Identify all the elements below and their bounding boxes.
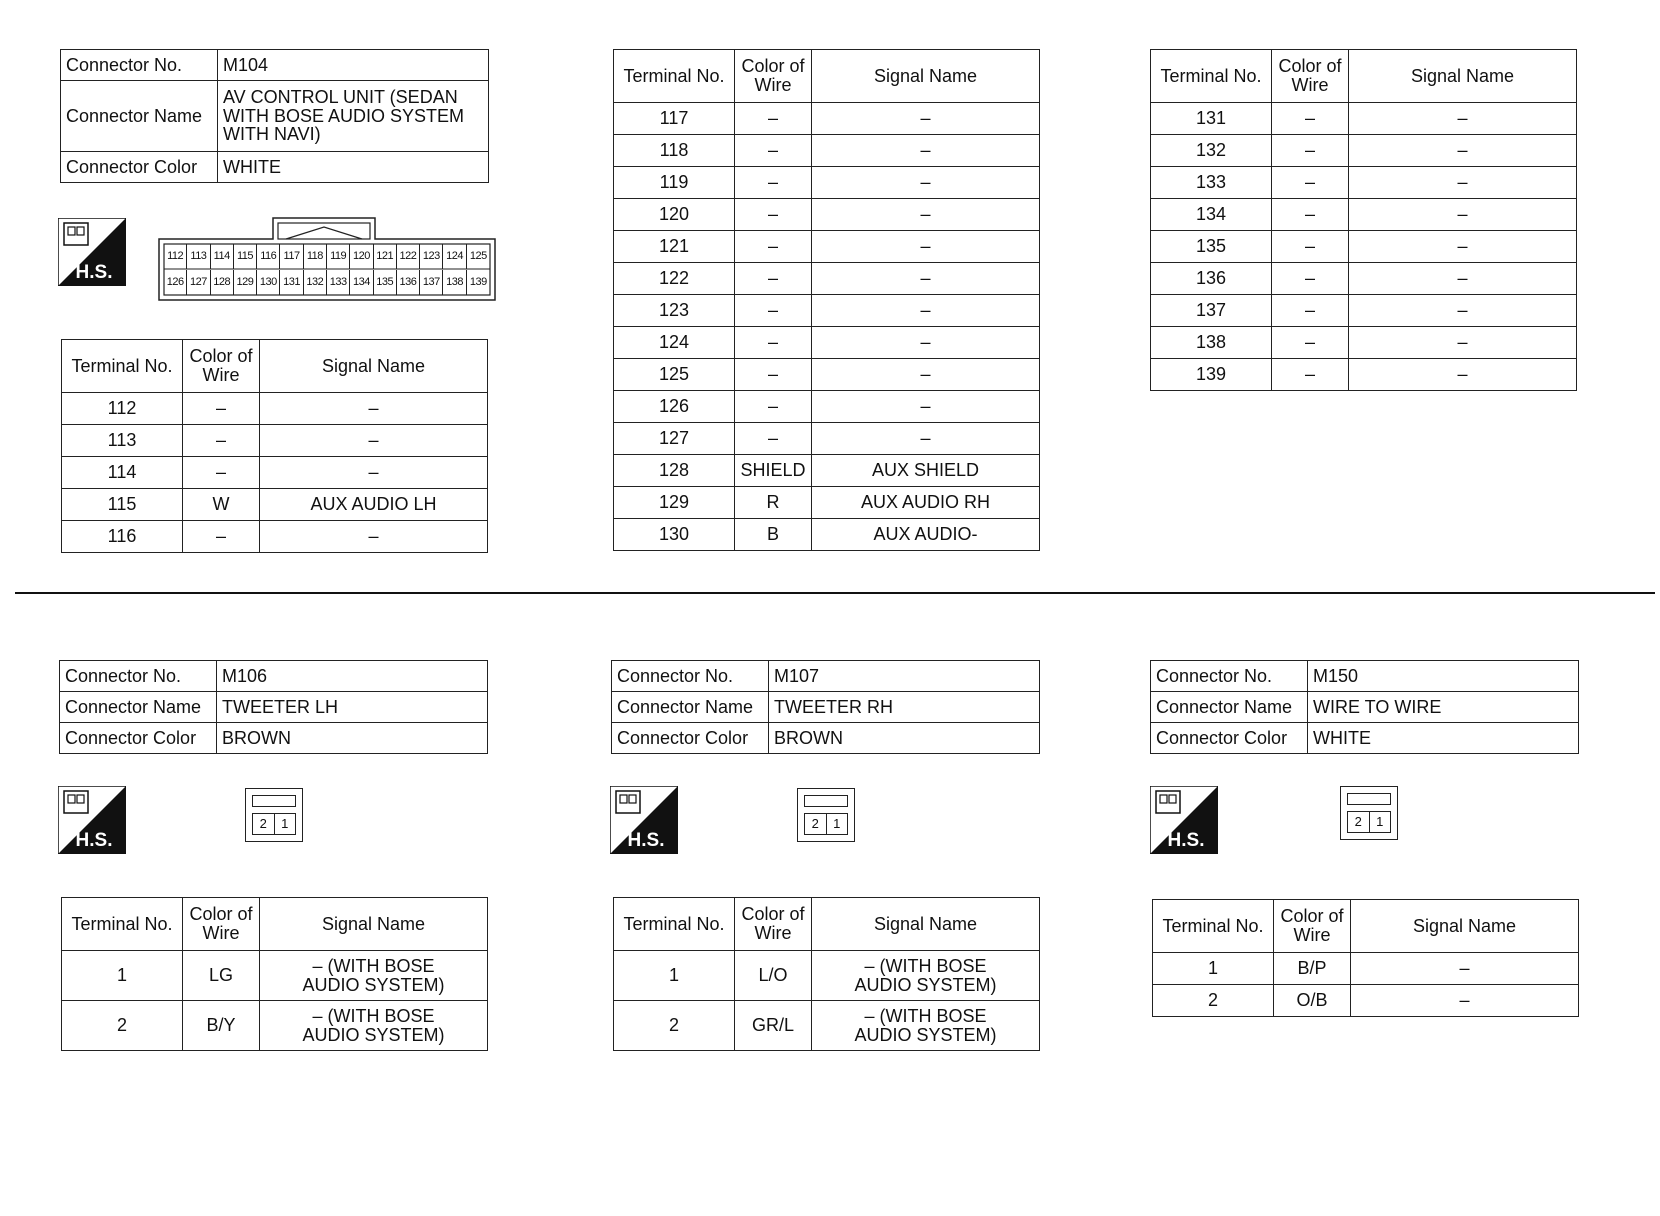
signal-cell: – [1349, 135, 1577, 167]
color-cell: B [735, 519, 812, 551]
m107-connector-face [797, 788, 855, 842]
signal-line: – (WITH BOSE [864, 1005, 987, 1026]
color-cell: L/O [735, 951, 812, 1001]
color-cell: – [183, 457, 260, 489]
connector-no-value: M106 [217, 661, 488, 692]
table-header-row [614, 50, 1040, 103]
table-row [61, 50, 489, 81]
signal-cell: – [260, 521, 488, 553]
header-line: Color of [189, 346, 253, 367]
pin-cell: 127 [187, 270, 210, 295]
table-row [614, 103, 1040, 135]
signal-line: AUDIO SYSTEM) [302, 974, 445, 995]
color-cell: – [1272, 103, 1349, 135]
pin-cell: 136 [397, 270, 420, 295]
terminal-no-header: Terminal No. [614, 898, 735, 951]
pin-cell: 139 [469, 276, 487, 288]
table-row [614, 951, 1040, 1001]
terminal-no-cell: 134 [1151, 199, 1272, 231]
header-line: Color of [741, 56, 805, 77]
color-cell: – [735, 135, 812, 167]
color-of-wire-header [1274, 900, 1351, 953]
signal-name-header: Signal Name [260, 898, 488, 951]
table-row [614, 391, 1040, 423]
m104-connector-face [158, 217, 496, 301]
terminal-no-cell: 121 [614, 231, 735, 263]
m104-terminal-table-3 [1150, 49, 1577, 391]
harness-side-icon [1150, 786, 1218, 854]
signal-cell: – [1349, 103, 1577, 135]
color-cell: – [183, 425, 260, 457]
section-divider [15, 592, 1655, 594]
terminal-no-header: Terminal No. [614, 50, 735, 103]
table-row [1151, 135, 1577, 167]
signal-line: AUDIO SYSTEM) [302, 1024, 445, 1045]
table-row [612, 692, 1040, 723]
pin-cell: 132 [304, 270, 327, 295]
svg-text:H.S.: H.S. [627, 830, 665, 851]
terminal-no-cell: 120 [614, 199, 735, 231]
color-of-wire-header [735, 50, 812, 103]
harness-side-icon-graphic [58, 218, 126, 286]
signal-cell: – [812, 231, 1040, 263]
terminal-no-cell: 130 [614, 519, 735, 551]
color-cell: – [1272, 295, 1349, 327]
signal-cell: – [1349, 167, 1577, 199]
table-row [614, 231, 1040, 263]
signal-cell: AUX AUDIO RH [812, 487, 1040, 519]
pin-cell: 122 [397, 244, 420, 269]
terminal-no-cell: 114 [62, 457, 183, 489]
terminal-no-cell: 132 [1151, 135, 1272, 167]
color-cell: – [735, 263, 812, 295]
terminal-no-cell: 126 [614, 391, 735, 423]
connector-name-line: WITH NAVI) [223, 124, 321, 145]
pin-cell: 128 [211, 270, 234, 295]
signal-cell: – [1349, 231, 1577, 263]
signal-cell: – [1349, 263, 1577, 295]
table-row [614, 135, 1040, 167]
pin-cell: 124 [443, 244, 466, 269]
table-row [1151, 661, 1579, 692]
table-row [1153, 953, 1579, 985]
header-line: Wire [202, 923, 240, 943]
table-row [1151, 231, 1577, 263]
terminal-no-cell: 131 [1151, 103, 1272, 135]
connector-name-label: Connector Name [1151, 692, 1308, 723]
color-cell: – [183, 393, 260, 425]
table-row [1151, 103, 1577, 135]
header-line: Wire [202, 365, 240, 385]
harness-side-icon-graphic [610, 786, 678, 854]
terminal-no-cell: 122 [614, 263, 735, 295]
color-cell: O/B [1274, 985, 1351, 1017]
table-row [60, 692, 488, 723]
pin-cell: 125 [469, 250, 487, 262]
signal-line: – (WITH BOSE [312, 955, 435, 976]
terminal-no-cell: 133 [1151, 167, 1272, 199]
terminal-no-cell: 124 [614, 327, 735, 359]
table-row [62, 425, 488, 457]
table-row [62, 521, 488, 553]
signal-name-header: Signal Name [1351, 900, 1579, 953]
terminal-no-cell: 1 [614, 951, 735, 1001]
table-header-row [62, 898, 488, 951]
signal-cell: – [812, 263, 1040, 295]
signal-cell: – [1349, 295, 1577, 327]
signal-name-header: Signal Name [812, 898, 1040, 951]
color-cell: – [735, 199, 812, 231]
table-row [61, 81, 489, 152]
table-row [60, 723, 488, 754]
color-cell: – [735, 295, 812, 327]
terminal-no-header: Terminal No. [62, 340, 183, 393]
signal-cell: AUX AUDIO LH [260, 489, 488, 521]
pin-cell: 116 [257, 244, 280, 269]
table-row [60, 661, 488, 692]
terminal-no-cell: 1 [62, 951, 183, 1001]
color-of-wire-header [183, 340, 260, 393]
color-cell: W [183, 489, 260, 521]
color-cell: B/P [1274, 953, 1351, 985]
terminal-no-cell: 135 [1151, 231, 1272, 263]
table-row [62, 951, 488, 1001]
signal-cell: – [1351, 953, 1579, 985]
connector-name-label: Connector Name [612, 692, 769, 723]
color-cell: – [735, 167, 812, 199]
signal-line: AUDIO SYSTEM) [854, 974, 997, 995]
color-cell: SHIELD [735, 455, 812, 487]
table-row [1151, 359, 1577, 391]
header-line: Wire [754, 75, 792, 95]
terminal-no-header: Terminal No. [1151, 50, 1272, 103]
color-cell: – [735, 103, 812, 135]
color-cell: – [1272, 135, 1349, 167]
table-row [62, 1001, 488, 1051]
terminal-no-cell: 123 [614, 295, 735, 327]
table-row [614, 295, 1040, 327]
terminal-no-cell: 118 [614, 135, 735, 167]
signal-cell: – [812, 199, 1040, 231]
color-cell: – [1272, 199, 1349, 231]
signal-line: AUDIO SYSTEM) [854, 1024, 997, 1045]
pin-row [252, 813, 296, 835]
signal-line: – (WITH BOSE [864, 955, 987, 976]
m104-info-table [60, 49, 489, 183]
color-cell: – [1272, 263, 1349, 295]
pin-cell: 134 [350, 270, 373, 295]
header-line: Wire [1293, 925, 1331, 945]
connector-color-value: BROWN [217, 723, 488, 754]
pin-cell: 117 [280, 244, 303, 269]
table-row [614, 263, 1040, 295]
terminal-no-cell: 2 [614, 1001, 735, 1051]
color-cell: – [183, 521, 260, 553]
terminal-no-cell: 139 [1151, 359, 1272, 391]
table-row [62, 393, 488, 425]
terminal-no-cell: 116 [62, 521, 183, 553]
connector-color-label: Connector Color [61, 152, 218, 183]
pin-cell: 138 [443, 270, 466, 295]
pin-cell: 137 [420, 270, 443, 295]
table-row [61, 152, 489, 183]
signal-cell: – [1349, 327, 1577, 359]
harness-side-icon [610, 786, 678, 854]
m150-info-table [1150, 660, 1579, 754]
harness-side-icon [58, 786, 126, 854]
table-row [614, 519, 1040, 551]
terminal-no-header: Terminal No. [1153, 900, 1274, 953]
header-line: Color of [189, 904, 253, 925]
signal-cell: – [260, 457, 488, 489]
table-row [1151, 295, 1577, 327]
connector-name-value: TWEETER RH [769, 692, 1040, 723]
pin-cell: 129 [234, 270, 257, 295]
m106-terminal-table [61, 897, 488, 1051]
connector-color-label: Connector Color [1151, 723, 1308, 754]
pin-cell: 123 [420, 244, 443, 269]
connector-no-value: M107 [769, 661, 1040, 692]
signal-cell: – [1349, 359, 1577, 391]
signal-cell: AUX SHIELD [812, 455, 1040, 487]
color-cell: – [735, 231, 812, 263]
table-row [614, 327, 1040, 359]
table-row [1151, 199, 1577, 231]
signal-name-header: Signal Name [812, 50, 1040, 103]
connector-no-label: Connector No. [61, 50, 218, 81]
pin-cell: 131 [280, 270, 303, 295]
color-cell: LG [183, 951, 260, 1001]
signal-name-header: Signal Name [1349, 50, 1577, 103]
m150-connector-face [1340, 786, 1398, 840]
pin: 2 [1348, 812, 1370, 832]
table-header-row [1153, 900, 1579, 953]
pin-cell: 114 [211, 244, 234, 269]
color-cell: – [735, 423, 812, 455]
pin-cell: 113 [187, 244, 210, 269]
terminal-no-cell: 125 [614, 359, 735, 391]
connector-color-label: Connector Color [612, 723, 769, 754]
signal-line: – (WITH BOSE [312, 1005, 435, 1026]
color-cell: – [735, 359, 812, 391]
signal-cell: – [812, 391, 1040, 423]
table-header-row [62, 340, 488, 393]
m104-terminal-table-2 [613, 49, 1040, 551]
signal-cell: – [812, 167, 1040, 199]
connector-color-value: WHITE [218, 152, 489, 183]
connector-no-value: M104 [218, 50, 489, 81]
color-of-wire-header [183, 898, 260, 951]
pin-cell: 119 [327, 244, 350, 269]
table-row [614, 359, 1040, 391]
terminal-no-cell: 119 [614, 167, 735, 199]
signal-cell: AUX AUDIO- [812, 519, 1040, 551]
table-row [1153, 985, 1579, 1017]
signal-cell [812, 951, 1040, 1001]
terminal-no-cell: 137 [1151, 295, 1272, 327]
terminal-no-cell: 112 [62, 393, 183, 425]
pin-cell: 133 [327, 270, 350, 295]
m106-connector-face [245, 788, 303, 842]
connector-name-value: TWEETER LH [217, 692, 488, 723]
pin-cell: 118 [304, 244, 327, 269]
color-cell: – [1272, 327, 1349, 359]
connector-no-label: Connector No. [612, 661, 769, 692]
connector-color-value: BROWN [769, 723, 1040, 754]
table-row [612, 661, 1040, 692]
pin: 1 [833, 816, 841, 831]
terminal-no-cell: 117 [614, 103, 735, 135]
terminal-no-cell: 127 [614, 423, 735, 455]
table-row [614, 1001, 1040, 1051]
signal-cell: – [1351, 985, 1579, 1017]
m107-info-table [611, 660, 1040, 754]
pin-cell: 120 [350, 244, 373, 269]
table-row [1151, 167, 1577, 199]
signal-cell: – [1349, 199, 1577, 231]
connector-name-value: WIRE TO WIRE [1308, 692, 1579, 723]
pin: 2 [253, 814, 275, 834]
signal-cell: – [812, 135, 1040, 167]
connector-no-label: Connector No. [1151, 661, 1308, 692]
header-line: Wire [1291, 75, 1329, 95]
table-row [614, 423, 1040, 455]
signal-cell: – [812, 423, 1040, 455]
pin-cell: 115 [234, 244, 257, 269]
header-line: Color of [1280, 906, 1344, 927]
signal-cell [812, 1001, 1040, 1051]
harness-side-icon-graphic [1150, 786, 1218, 854]
connector-no-label: Connector No. [60, 661, 217, 692]
table-row [612, 723, 1040, 754]
m107-terminal-table [613, 897, 1040, 1051]
connector-name-label: Connector Name [61, 81, 218, 152]
pin: 1 [281, 816, 289, 831]
color-cell: – [1272, 231, 1349, 263]
harness-side-icon [58, 218, 126, 286]
svg-text:H.S.: H.S. [1167, 830, 1205, 851]
table-row [1151, 327, 1577, 359]
pin-cell: 112 [164, 244, 187, 269]
table-row [614, 167, 1040, 199]
table-header-row [614, 898, 1040, 951]
color-cell: – [735, 391, 812, 423]
terminal-no-cell: 129 [614, 487, 735, 519]
table-row [614, 455, 1040, 487]
signal-cell: – [812, 103, 1040, 135]
color-cell: B/Y [183, 1001, 260, 1051]
pin-cell: 130 [257, 270, 280, 295]
pin-row [804, 813, 848, 835]
terminal-no-cell: 115 [62, 489, 183, 521]
pin: 1 [1376, 814, 1384, 829]
pin-row [1347, 811, 1391, 833]
signal-cell: – [260, 393, 488, 425]
connector-name-line: AV CONTROL UNIT (SEDAN [223, 86, 458, 107]
color-cell: R [735, 487, 812, 519]
signal-cell: – [812, 295, 1040, 327]
connector-name-line: WITH BOSE AUDIO SYSTEM [223, 105, 465, 126]
svg-text:H.S.: H.S. [75, 830, 113, 851]
connector-name-label: Connector Name [60, 692, 217, 723]
color-of-wire-header [1272, 50, 1349, 103]
pin: 2 [805, 814, 827, 834]
pin-cell: 121 [374, 244, 397, 269]
table-row [1151, 692, 1579, 723]
terminal-no-cell: 138 [1151, 327, 1272, 359]
signal-cell [260, 1001, 488, 1051]
m106-info-table [59, 660, 488, 754]
table-header-row [1151, 50, 1577, 103]
terminal-no-cell: 2 [62, 1001, 183, 1051]
header-line: Color of [741, 904, 805, 925]
color-cell: – [735, 327, 812, 359]
signal-cell [260, 951, 488, 1001]
signal-cell: – [812, 327, 1040, 359]
table-row [62, 489, 488, 521]
connector-latch [252, 795, 296, 807]
table-row [1151, 263, 1577, 295]
connector-latch [1347, 793, 1391, 805]
color-cell: – [1272, 359, 1349, 391]
color-of-wire-header [735, 898, 812, 951]
m104-terminal-table-1 [61, 339, 488, 553]
terminal-no-cell: 113 [62, 425, 183, 457]
connector-color-value: WHITE [1308, 723, 1579, 754]
table-row [62, 457, 488, 489]
svg-text:H.S.: H.S. [75, 262, 113, 283]
connector-color-label: Connector Color [60, 723, 217, 754]
signal-cell: – [812, 359, 1040, 391]
terminal-no-header: Terminal No. [62, 898, 183, 951]
terminal-no-cell: 136 [1151, 263, 1272, 295]
m150-terminal-table [1152, 899, 1579, 1017]
harness-side-icon-graphic [58, 786, 126, 854]
pin-cell: 126 [164, 270, 187, 295]
table-row [614, 487, 1040, 519]
terminal-no-cell: 128 [614, 455, 735, 487]
connector-name-value [218, 81, 489, 152]
table-row [614, 199, 1040, 231]
connector-latch [804, 795, 848, 807]
signal-cell: – [260, 425, 488, 457]
terminal-no-cell: 1 [1153, 953, 1274, 985]
connector-no-value: M150 [1308, 661, 1579, 692]
terminal-no-cell: 2 [1153, 985, 1274, 1017]
pin-cell: 135 [374, 270, 397, 295]
header-line: Wire [754, 923, 792, 943]
signal-name-header: Signal Name [260, 340, 488, 393]
table-row [1151, 723, 1579, 754]
color-cell: GR/L [735, 1001, 812, 1051]
header-line: Color of [1278, 56, 1342, 77]
color-cell: – [1272, 167, 1349, 199]
